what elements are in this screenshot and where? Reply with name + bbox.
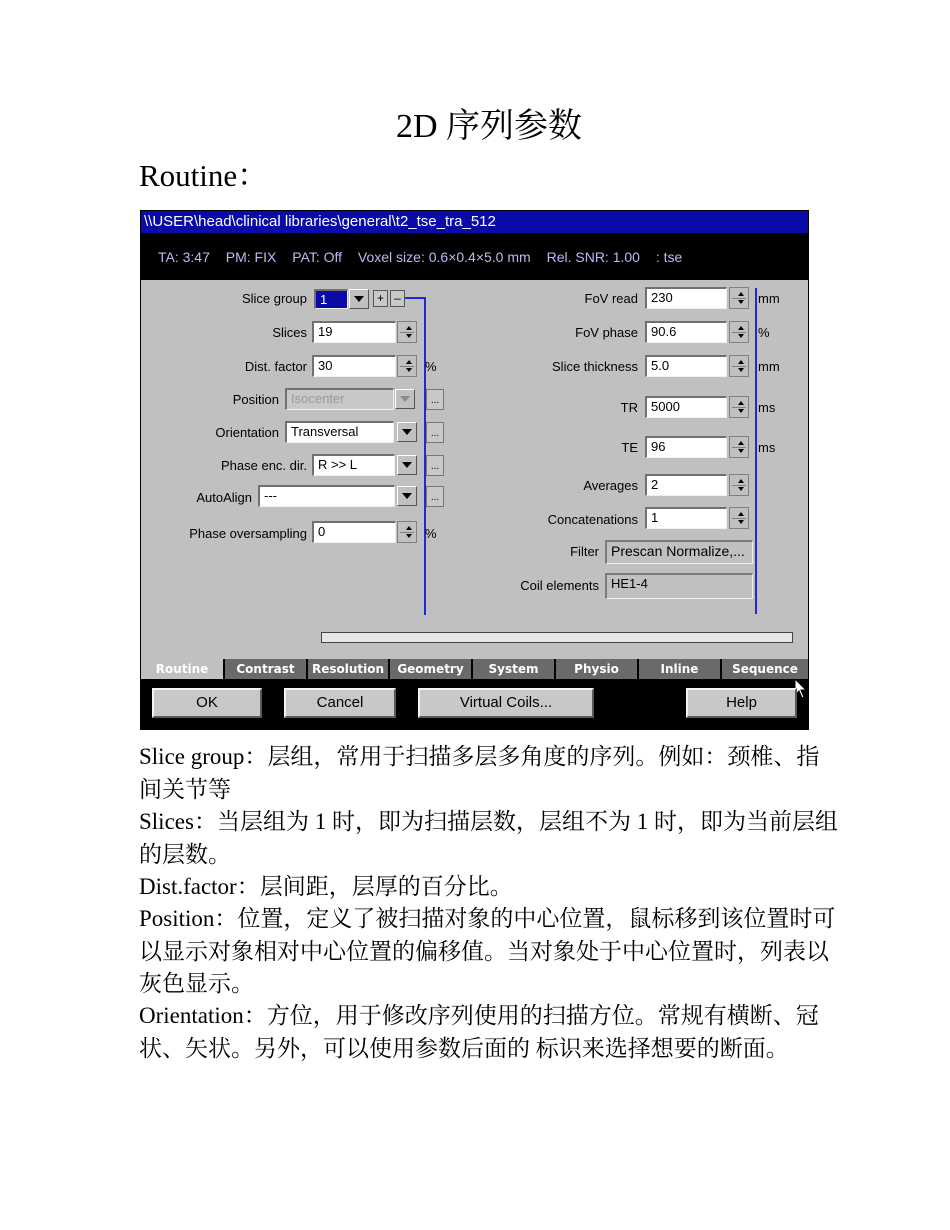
autoalign-label: AutoAlign — [196, 490, 252, 505]
info-snr: Rel. SNR: 1.00 — [546, 249, 640, 265]
fov-phase-spinner[interactable] — [729, 321, 749, 343]
orientation-dropdown[interactable] — [397, 422, 417, 442]
tab-sequence[interactable]: Sequence — [722, 659, 808, 679]
fov-phase-unit: % — [758, 325, 770, 340]
orientation-more-button[interactable]: ... — [426, 422, 444, 443]
slices-spinner[interactable] — [397, 321, 417, 343]
tr-label: TR — [620, 400, 638, 415]
fov-read-label: FoV read — [584, 291, 638, 306]
tab-inline[interactable]: Inline — [639, 659, 720, 679]
paragraph-orientation: Orientation：方位，用于修改序列使用的扫描方位。常规有横断、冠状、矢状。另外，可以使用参数后面的 标识来选择想要的断面。 — [139, 1003, 819, 1061]
paragraph-slice-group: Slice group：层组，常用于扫描多层多角度的序列。例如：颈椎、指间关节等 — [139, 744, 820, 802]
ok-button[interactable]: OK — [152, 688, 262, 718]
chevron-down-icon — [400, 396, 410, 402]
te-unit: ms — [758, 440, 776, 455]
phase-oversampling-spinner[interactable] — [397, 521, 417, 543]
slice-thickness-label: Slice thickness — [552, 359, 638, 374]
position-label: Position — [232, 392, 279, 407]
remove-slice-group-button[interactable]: – — [390, 290, 405, 307]
averages-label: Averages — [583, 478, 638, 493]
tab-physio[interactable]: Physio — [556, 659, 637, 679]
add-slice-group-button[interactable]: + — [373, 290, 388, 307]
position-dropdown — [395, 389, 415, 409]
chevron-down-icon — [402, 429, 412, 435]
autoalign-more-button[interactable]: ... — [426, 486, 444, 507]
fov-read-input[interactable]: 230 — [645, 287, 727, 309]
phase-enc-more-button[interactable]: ... — [426, 455, 444, 476]
te-spinner[interactable] — [729, 436, 749, 458]
autoalign-select[interactable]: --- — [258, 485, 395, 507]
phase-oversampling-input[interactable]: 0 — [312, 521, 396, 543]
tr-unit: ms — [758, 400, 776, 415]
paragraph-dist-factor: Dist.factor：层间距，层厚的百分比。 — [139, 874, 513, 899]
tr-spinner[interactable] — [729, 396, 749, 418]
info-voxel: Voxel size: 0.6×0.4×5.0 mm — [357, 249, 531, 265]
filter-field[interactable]: Prescan Normalize,... — [605, 540, 753, 564]
te-input[interactable]: 96 — [645, 436, 727, 458]
concatenations-label: Concatenations — [547, 512, 638, 527]
slices-label: Slices — [272, 325, 307, 340]
cancel-button[interactable]: Cancel — [284, 688, 396, 718]
filter-label: Filter — [570, 544, 599, 559]
slice-group-select[interactable]: 1 — [314, 289, 348, 309]
paragraph-slices: Slices：当层组为 1 时，即为扫描层数，层组不为 1 时，即为当前层组的层数。 — [139, 809, 838, 867]
paragraph-position: Position：位置，定义了被扫描对象的中心位置，鼠标移到该位置时可以显示对象相对中心位置的偏移值。当对象处于中心位置时，列表以灰色显示。 — [139, 906, 836, 996]
tab-geometry[interactable]: Geometry — [390, 659, 471, 679]
slice-thickness-input[interactable]: 5.0 — [645, 355, 727, 377]
info-pm: PM: FIX — [225, 249, 277, 265]
protocol-path-title: \\USER\head\clinical libraries\general\t2_tse_tra_512 — [141, 211, 808, 233]
tab-contrast[interactable]: Contrast — [225, 659, 306, 679]
averages-input[interactable]: 2 — [645, 474, 727, 496]
dist-factor-input[interactable]: 30 — [312, 355, 396, 377]
phase-enc-select[interactable]: R >> L — [312, 454, 395, 476]
fov-read-unit: mm — [758, 291, 780, 306]
orientation-label: Orientation — [215, 425, 279, 440]
parameter-tab-bar — [141, 659, 808, 680]
concatenations-spinner[interactable] — [729, 507, 749, 529]
averages-spinner[interactable] — [729, 474, 749, 496]
info-seq: : tse — [655, 249, 683, 265]
progress-bar — [321, 632, 793, 643]
slice-group-label: Slice group — [241, 291, 307, 306]
virtual-coils-button[interactable]: Virtual Coils... — [418, 688, 594, 718]
fov-read-spinner[interactable] — [729, 287, 749, 309]
info-pat: PAT: Off — [292, 249, 343, 265]
phase-oversampling-unit: % — [425, 526, 437, 541]
right-group-bracket-line — [755, 288, 757, 614]
coil-elements-field[interactable]: HE1-4 — [605, 573, 753, 599]
phase-oversampling-label: Phase oversampling — [189, 526, 307, 541]
autoalign-dropdown[interactable] — [397, 486, 417, 506]
concatenations-input[interactable]: 1 — [645, 507, 727, 529]
chevron-down-icon — [354, 296, 364, 302]
coil-elements-label: Coil elements — [520, 578, 599, 593]
info-ta: TA: 3:47 — [158, 249, 210, 265]
fov-phase-label: FoV phase — [575, 325, 638, 340]
tab-system[interactable]: System — [473, 659, 554, 679]
routine-parameter-panel — [141, 280, 808, 659]
fov-phase-input[interactable]: 90.6 — [645, 321, 727, 343]
protocol-window-screenshot — [140, 210, 809, 730]
dist-factor-label: Dist. factor — [244, 359, 307, 374]
dist-factor-unit: % — [425, 359, 437, 374]
help-button[interactable]: Help — [686, 688, 797, 718]
chevron-down-icon — [402, 493, 412, 499]
slice-group-bracket-line — [405, 297, 426, 299]
slice-thickness-unit: mm — [758, 359, 780, 374]
te-label: TE — [621, 440, 638, 455]
chevron-down-icon — [402, 462, 412, 468]
position-select: Isocenter — [285, 388, 394, 410]
phase-enc-label: Phase enc. dir. — [221, 458, 307, 473]
position-more-button[interactable]: ... — [426, 389, 444, 410]
slice-group-dropdown[interactable] — [349, 289, 369, 309]
tr-input[interactable]: 5000 — [645, 396, 727, 418]
tab-resolution[interactable]: Resolution — [308, 659, 388, 679]
tab-routine[interactable]: Routine — [141, 659, 223, 679]
slice-thickness-spinner[interactable] — [729, 355, 749, 377]
document-title: 2D 序列参数 — [395, 108, 583, 145]
protocol-info-bar — [158, 249, 694, 265]
dist-factor-spinner[interactable] — [397, 355, 417, 377]
orientation-select[interactable]: Transversal — [285, 421, 394, 443]
slices-input[interactable]: 19 — [312, 321, 396, 343]
section-heading: Routine： — [139, 158, 269, 193]
phase-enc-dropdown[interactable] — [397, 455, 417, 475]
